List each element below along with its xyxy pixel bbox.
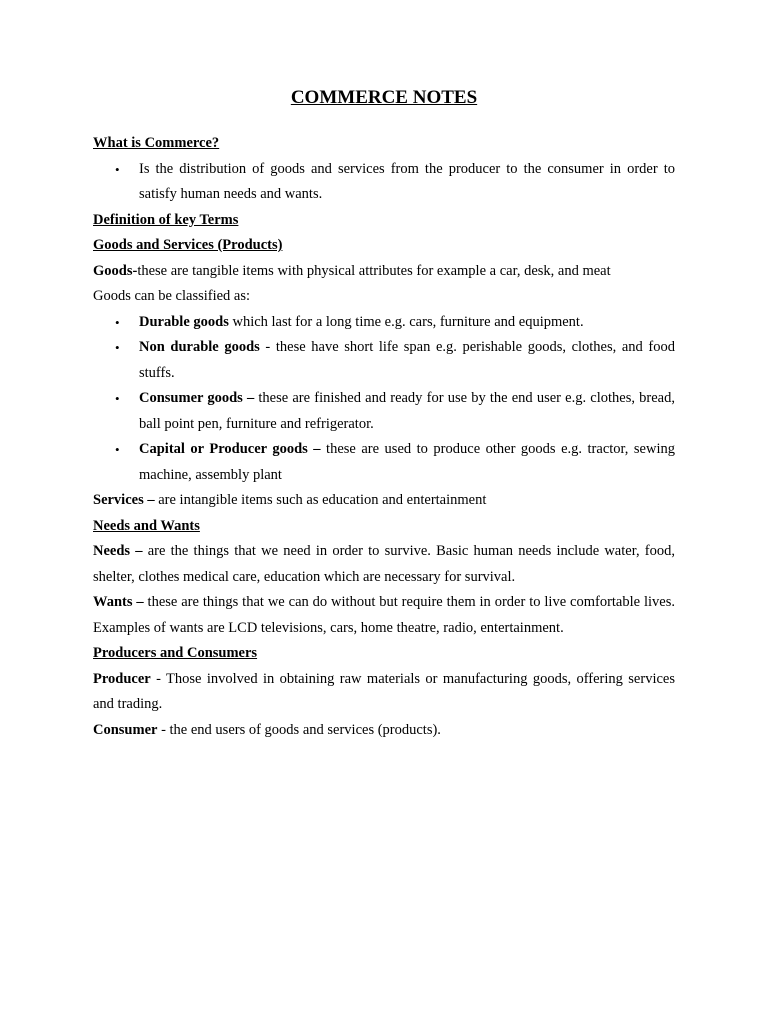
services-text: are intangible items such as education and entertainment: [154, 492, 487, 508]
goods-term: Goods-: [93, 262, 138, 279]
list-item: [93, 386, 675, 437]
producers-consumers-heading: Producers and Consumers: [93, 645, 258, 661]
needs-definition: [93, 539, 675, 590]
bullet-icon: •: [115, 161, 120, 177]
bullet-icon: •: [115, 314, 120, 330]
services-definition: [93, 488, 675, 514]
bullet-icon: •: [115, 340, 120, 355]
goods-classes-list: [93, 310, 675, 489]
definition-heading: Definition of key Terms: [93, 211, 239, 228]
class-text: these are used to produce other goods e.g. tractor, sewing machine, assembly plant: [139, 441, 675, 483]
class-term: Consumer goods –: [139, 390, 255, 406]
consumer-definition: [93, 718, 675, 744]
class-term: Durable goods: [139, 313, 229, 330]
page-title-text: COMMERCE NOTES: [290, 87, 478, 108]
wants-definition: [93, 590, 675, 641]
goods-classified-text: Goods can be classified as:: [93, 288, 251, 304]
what-is-commerce-list: [93, 157, 675, 208]
goods-definition: [93, 259, 675, 285]
list-item: [93, 437, 675, 488]
needs-wants-heading: Needs and Wants: [93, 517, 200, 534]
class-text: - these have short life span e.g. perishable goods, clothes, and food stuffs.: [139, 339, 675, 381]
list-item: [93, 310, 675, 336]
consumer-text: - the end users of goods and services (products).: [157, 721, 441, 738]
wants-term: Wants –: [93, 594, 144, 610]
needs-text: are the things that we need in order to survive. Basic human needs include water, food, shelter, clothes medical care, education which are necessary for survival.: [93, 543, 675, 585]
bullet-icon: •: [115, 391, 120, 406]
services-term: Services –: [93, 492, 155, 508]
document-body: [93, 131, 675, 743]
needs-term: Needs –: [93, 543, 143, 559]
class-term: Non durable goods: [139, 339, 260, 355]
producer-definition: [93, 667, 675, 718]
class-text: these are finished and ready for use by the end user e.g. clothes, bread, ball point pen, furniture and refrigerator.: [139, 390, 675, 432]
goods-text: these are tangible items with physical attributes for example a car, desk, and meat: [137, 262, 611, 279]
wants-text: these are things that we can do without but require them in order to live comfortable lives. Examples of wants are LCD televisions, cars, home theatre, radio, entertainment.: [93, 594, 675, 636]
list-item: [93, 157, 675, 208]
what-is-commerce-heading: What is Commerce?: [93, 135, 220, 151]
consumer-term: Consumer: [93, 721, 158, 738]
producer-term: Producer: [93, 670, 151, 687]
list-item: [93, 335, 675, 386]
producer-text: - Those involved in obtaining raw materials or manufacturing goods, offering services and trading.: [93, 670, 675, 712]
goods-services-heading: Goods and Services (Products): [93, 237, 283, 253]
bullet-icon: •: [115, 442, 120, 457]
list-item-text: Is the distribution of goods and services from the producer to the consumer in order to satisfy human needs and wants.: [139, 160, 675, 202]
class-term: Capital or Producer goods –: [139, 441, 321, 457]
page-title: [0, 87, 768, 109]
class-text: which last for a long time e.g. cars, furniture and equipment.: [228, 313, 584, 330]
